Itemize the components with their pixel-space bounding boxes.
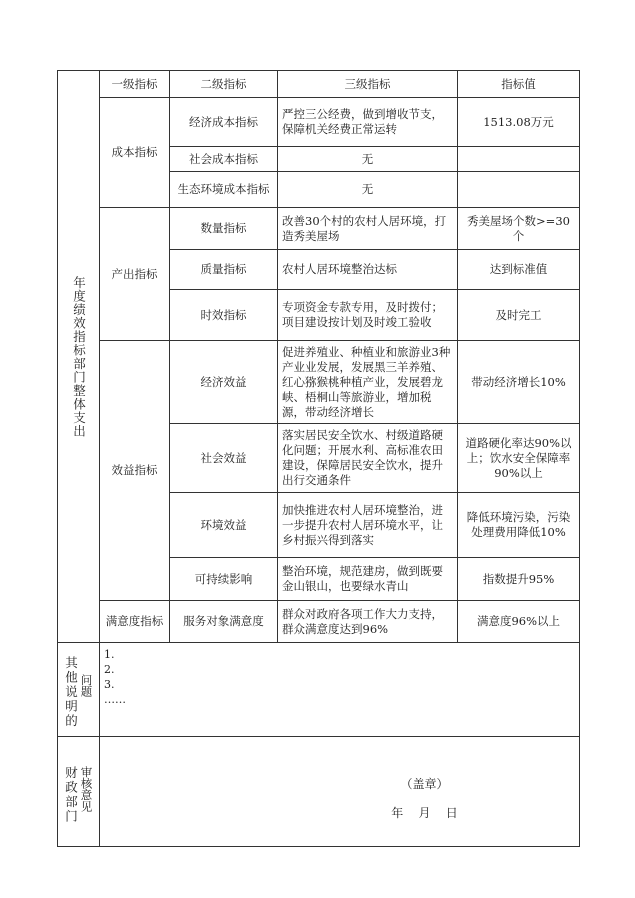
row-value: 1513.08万元: [458, 98, 580, 147]
row-l3: 专项资金专款专用，及时拨付；项目建设按计划及时竣工验收: [278, 290, 458, 341]
header-level2: 二级指标: [170, 71, 278, 98]
date-text: 年 月 日: [391, 805, 458, 820]
other-content: [100, 643, 580, 737]
side-title-cell: [58, 71, 100, 643]
side-title: 年度绩效指标部门整体支出: [71, 275, 87, 438]
row-l2: 社会效益: [170, 424, 278, 493]
row-value: 满意度96%以上: [458, 601, 580, 643]
row-l3: 改善30个村的农村人居环境，打造秀美屋场: [278, 208, 458, 250]
row-l3: 落实居民安全饮水、村级道路硬化问题；开展水利、高标准农田建设，保障居民安全饮水，提升出行交通条件: [278, 424, 458, 493]
group-benefit: 效益指标: [100, 341, 170, 601]
header-level1: 一级指标: [100, 71, 170, 98]
row-l2: 可持续影响: [170, 558, 278, 601]
finance-label-cell: [58, 737, 100, 847]
row-value: 及时完工: [458, 290, 580, 341]
row-l2: 社会成本指标: [170, 147, 278, 172]
row-l3: 促进养殖业、种植业和旅游业3种产业业发展，发展黑三羊养殖、红心猕猴桃种植产业，发展碧龙峡、梧桐山等旅游业，增加税源，带动经济增长: [278, 341, 458, 424]
other-item: ……: [104, 693, 126, 706]
group-cost: 成本指标: [100, 98, 170, 208]
row-l2: 经济效益: [170, 341, 278, 424]
other-label: 其他说明的: [63, 656, 79, 729]
row-value: 道路硬化率达90%以上；饮水安全保障率90%以上: [458, 424, 580, 493]
row-value: [458, 147, 580, 172]
row-l2: 质量指标: [170, 250, 278, 290]
row-l3: 无: [278, 147, 458, 172]
other-list: [104, 647, 575, 707]
row-value: 降低环境污染，污染处理费用降低10%: [458, 493, 580, 558]
row-l3: 群众对政府各项工作大力支持，群众满意度达到96%: [278, 601, 458, 643]
performance-table: [57, 70, 580, 847]
row-value: 带动经济增长10%: [458, 341, 580, 424]
row-value: [458, 172, 580, 208]
seal-text: （盖章）: [400, 776, 449, 791]
header-level3: 三级指标: [278, 71, 458, 98]
finance-label-sub: 审核意见: [79, 765, 94, 812]
row-l2: 数量指标: [170, 208, 278, 250]
other-item: 3.: [104, 678, 115, 691]
row-l3: 整治环境，规范建房，做到既要金山银山，也要绿水青山: [278, 558, 458, 601]
row-l2: 服务对象满意度: [170, 601, 278, 643]
row-l3: 严控三公经费，做到增收节支，保障机关经费正常运转: [278, 98, 458, 147]
row-l3: 农村人居环境整治达标: [278, 250, 458, 290]
other-label-cell: [58, 643, 100, 737]
header-value: 指标值: [458, 71, 580, 98]
row-value: 指数提升95%: [458, 558, 580, 601]
group-satisfaction: 满意度指标: [100, 601, 170, 643]
other-item: 1.: [104, 648, 115, 661]
row-l3: 加快推进农村人居环境整治，进一步提升农村人居环境水平，让乡村振兴得到落实: [278, 493, 458, 558]
row-value: 秀美屋场个数>=30个: [458, 208, 580, 250]
row-l2: 时效指标: [170, 290, 278, 341]
row-l3: 无: [278, 172, 458, 208]
finance-label: 财政部门: [63, 765, 79, 824]
row-l2: 环境效益: [170, 493, 278, 558]
other-item: 2.: [104, 663, 115, 676]
other-label-sub: 问题: [79, 674, 94, 698]
group-output: 产出指标: [100, 208, 170, 341]
row-l2: 经济成本指标: [170, 98, 278, 147]
row-l2: 生态环境成本指标: [170, 172, 278, 208]
finance-content: [100, 737, 580, 847]
row-value: 达到标准值: [458, 250, 580, 290]
